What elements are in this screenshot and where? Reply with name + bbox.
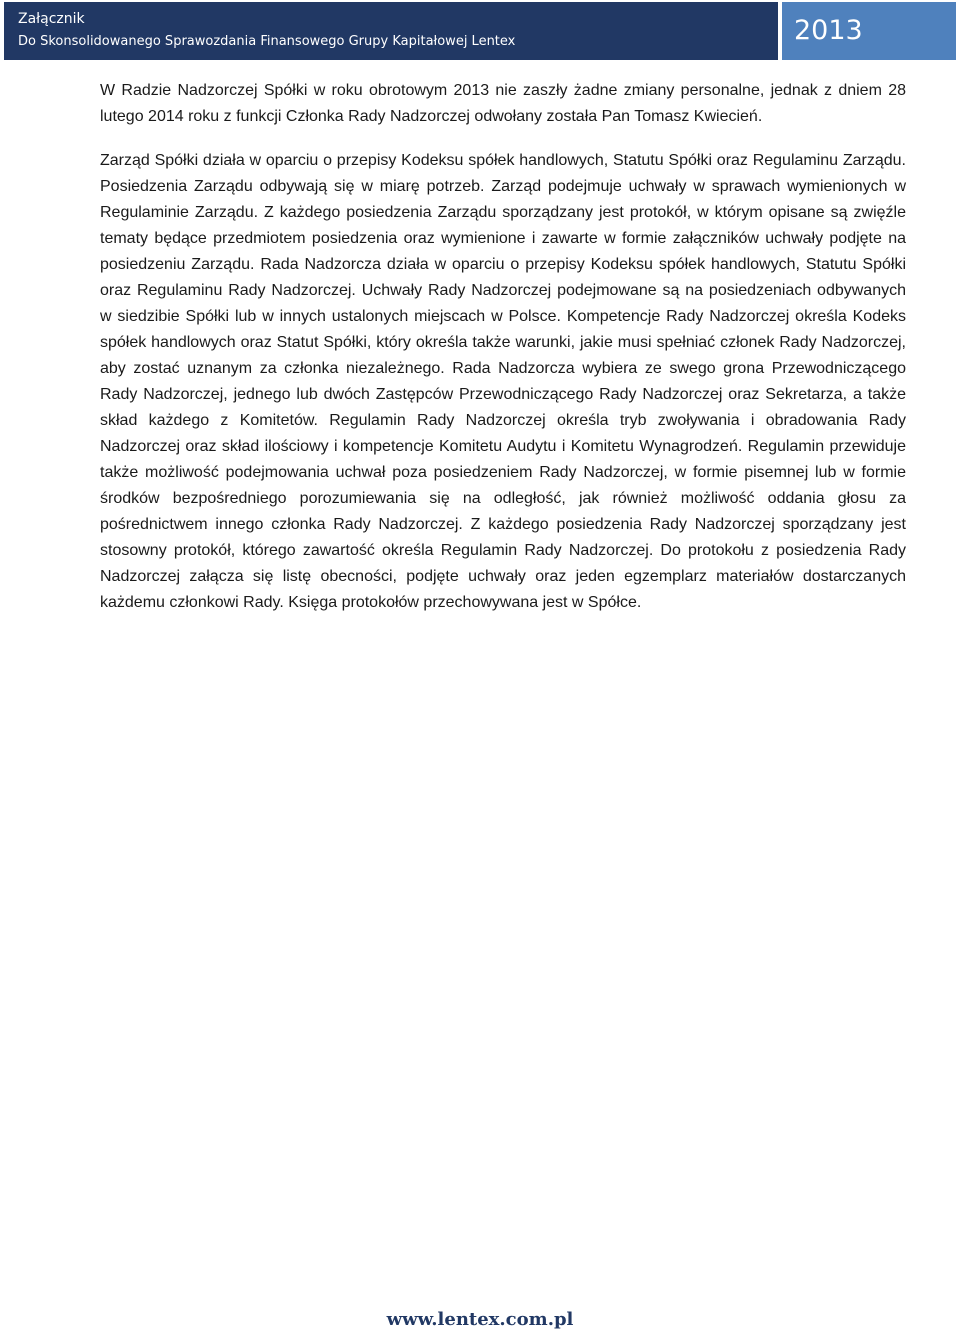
- document-body: [100, 78, 906, 634]
- paragraph-supervisory-board-changes: W Radzie Nadzorczej Spółki w roku obrotowym 2013 nie zaszły żadne zmiany personalne, jednak z dniem 28 lutego 2014 roku z funkcji Członka Rady Nadzorczej odwołany została Pan Tomasz Kwiecień.: [100, 82, 906, 125]
- page-header: [4, 2, 956, 60]
- header-year: 2013: [782, 2, 956, 60]
- paragraph-management-board-rules: Zarząd Spółki działa w oparciu o przepisy Kodeksu spółek handlowych, Statutu Spółki oraz Regulaminu Zarządu. Posiedzenia Zarządu odbywają się w miarę potrzeb. Zarząd podejmuje uchwały w sprawach wymienionych w Regulaminie Zarządu. Z każdego posiedzenia Zarządu sporządzany jest protokół, w którym opisane są zwięźle tematy będące przedmiotem posiedzenia oraz wymienione i zawarte w formie załączników uchwały podjęte na posiedzeniu Zarządu. Rada Nadzorcza działa w oparciu o przepisy Kodeksu spółek handlowych, Statutu Spółki oraz Regulaminu Rady Nadzorczej. Uchwały Rady Nadzorczej podejmowane są na posiedzeniach odbywanych w siedzibie Spółki lub w innych ustalonych miejscach w Polsce. Kompetencje Rady Nadzorczej określa Kodeks spółek handlowych oraz Statut Spółki, który określa także warunki, jakie musi spełniać członek Rady Nadzorczej, aby zostać uznanym za członka niezależnego. Rada Nadzorcza wybiera ze swego grona Przewodniczącego Rady Nadzorczej, jednego lub dwóch Zastępców Przewodniczącego Rady Nadzorczej oraz Sekretarza, a także skład każdego z Komitetów. Regulamin Rady Nadzorczej określa tryb zwoływania i obradowania Rady Nadzorczej oraz skład ilościowy i kompetencje Komitetu Audytu i Komitetu Wynagrodzeń. Regulamin przewiduje także możliwość podejmowania uchwał poza posiedzeniem Rady Nadzorczej, w formie pisemnej lub w formie środków bezpośredniego porozumiewania się na odległość, jak również możliwość oddania głosu za pośrednictwem innego członka Rady Nadzorczej. Z każdego posiedzenia Rady Nadzorczej sporządzany jest stosowny protokół, którego zawartość określa Regulamin Rady Nadzorczej. Do protokołu z posiedzenia Rady Nadzorczej załącza się listę obecności, podjęte uchwały oraz jeden egzemplarz materiałów dostarczanych każdemu członkowi Rady. Księga protokołów przechowywana jest w Spółce.: [100, 152, 906, 611]
- header-line-attachment: Załącznik: [18, 11, 85, 27]
- header-title-block: [4, 2, 778, 60]
- header-line-report-title: Do Skonsolidowanego Sprawozdania Finansowego Grupy Kapitałowej Lentex: [18, 34, 516, 49]
- footer-website-link[interactable]: www.lentex.com.pl: [386, 1309, 574, 1330]
